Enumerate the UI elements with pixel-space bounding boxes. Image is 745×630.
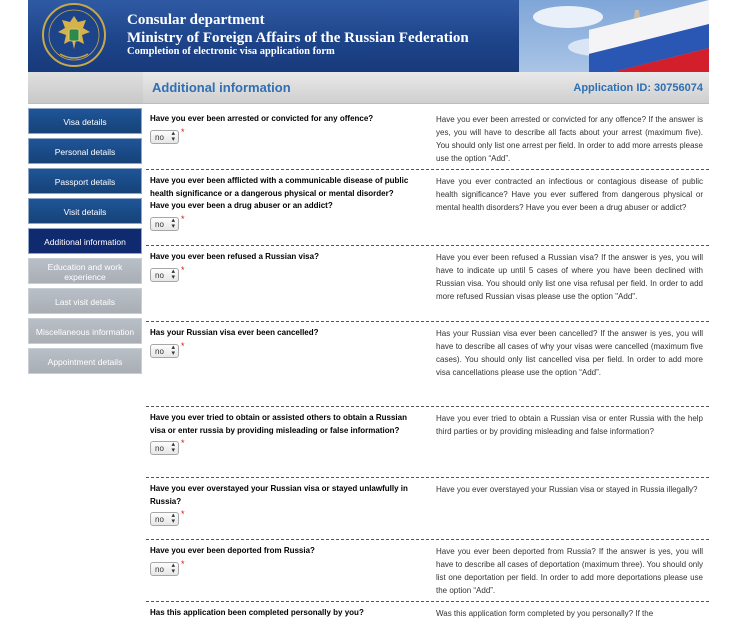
answer-select-value: no — [155, 132, 164, 142]
select-arrows-icon: ▴ ▾ — [171, 512, 175, 525]
select-arrows-icon: ▴ ▾ — [171, 343, 175, 357]
sidebar-item-personal-details[interactable]: Personal details — [28, 138, 142, 164]
question-label: Has this application been completed personally by you? — [150, 608, 364, 617]
sidebar-item-visit-details[interactable]: Visit details — [28, 198, 142, 224]
section-title-bar — [28, 72, 709, 104]
sidebar-item-additional-information[interactable]: Additional information — [28, 228, 142, 254]
question-description: Was this application form completed by you personally? If the — [436, 609, 654, 618]
question-row — [146, 602, 709, 630]
question-label: Have you ever tried to obtain or assisted others to obtain a Russian visa or enter russia by providing misleading or false information? — [150, 413, 407, 435]
question-label: Have you ever been deported from Russia? — [150, 546, 315, 555]
answer-select[interactable] — [150, 441, 179, 455]
select-arrows-icon: ▴ ▾ — [171, 561, 175, 575]
sidebar-item-miscellaneous-information: Miscellaneous information — [28, 318, 142, 344]
answer-select-value: no — [155, 444, 164, 453]
sidebar-nav — [28, 108, 142, 378]
question-label: Have you ever overstayed your Russian visa or stayed unlawfully in Russia? — [150, 484, 408, 506]
required-asterisk: * — [181, 126, 185, 137]
site-header — [28, 0, 709, 72]
header-form-subtitle: Completion of electronic visa application form — [127, 46, 335, 57]
answer-select[interactable] — [150, 512, 179, 526]
select-arrows-icon: ▴ ▾ — [171, 129, 175, 143]
question-row — [146, 108, 709, 170]
answer-select[interactable] — [150, 217, 179, 231]
question-description: Have you ever been refused a Russian visa? If the answer is yes, you will have to indicate up until 5 cases of where you have been declined with Russian visa. You should only list one visa refusal per field. In order to add more refused Russian visas please use the option "Add". — [436, 253, 703, 301]
answer-select[interactable] — [150, 268, 179, 282]
answer-select[interactable] — [150, 130, 179, 144]
required-asterisk: * — [181, 264, 185, 275]
question-description: Have you ever overstayed your Russian visa or stayed in Russia illegally? — [436, 485, 698, 494]
answer-select[interactable] — [150, 562, 179, 576]
question-description: Have you ever contracted an infectious or contagious disease of public health significance? Have you ever suffered from dangerous physical or mental health disorders? Have you ever been a drug abuser or addict? — [436, 177, 703, 212]
question-description: Has your Russian visa ever been cancelled? If the answer is yes, you will have to describe all cases of why your visas were cancelled (maximum five cases). You should only list cancelled visa per field. In order to add more visa cancellations please use the option “Add”. — [436, 329, 703, 377]
required-asterisk: * — [181, 558, 185, 569]
answer-select-value: no — [155, 219, 164, 229]
select-arrows-icon: ▴ ▾ — [171, 216, 175, 230]
answer-select-value: no — [155, 515, 164, 524]
answer-select-value: no — [155, 564, 164, 574]
answer-select-value: no — [155, 270, 164, 280]
sidebar-item-last-visit-details: Last visit details — [28, 288, 142, 314]
section-bar-left-strip — [28, 72, 143, 103]
section-title: Additional information — [152, 80, 291, 95]
question-label: Have you ever been afflicted with a communicable disease of public health significance or a dangerous physical or mental disorder? Have you ever been a drug abuser or an addict? — [150, 176, 409, 210]
answer-select-value: no — [155, 346, 164, 356]
sidebar-item-appointment-details: Appointment details — [28, 348, 142, 374]
question-row — [146, 540, 709, 602]
question-row — [146, 407, 709, 478]
required-asterisk: * — [181, 340, 185, 351]
question-label: Have you ever been arrested or convicted for any offence? — [150, 114, 374, 123]
question-description: Have you ever been deported from Russia? If the answer is yes, you will have to describe all cases of deportation (maximum three). You should only list one deportation per field. In order to add more deportations please use the option “Add”. — [436, 547, 703, 595]
sidebar-item-passport-details[interactable]: Passport details — [28, 168, 142, 194]
required-asterisk: * — [181, 509, 185, 519]
ministry-emblem-icon — [36, 2, 112, 68]
question-row — [146, 246, 709, 322]
required-asterisk: * — [181, 213, 185, 224]
header-department-title: Consular department — [127, 12, 265, 28]
questions-form — [146, 108, 709, 630]
header-ministry-title: Ministry of Foreign Affairs of the Russian Federation — [127, 30, 469, 46]
cloud-decoration — [533, 6, 603, 28]
question-row — [146, 478, 709, 540]
select-arrows-icon: ▴ ▾ — [171, 267, 175, 281]
question-label: Has your Russian visa ever been cancelled? — [150, 328, 319, 337]
required-asterisk: * — [181, 438, 185, 448]
answer-select[interactable] — [150, 344, 179, 358]
question-row — [146, 322, 709, 407]
question-description: Have you ever been arrested or convicted for any offence? If the answer is yes, you will have to describe all facts about your arrest (maximum five). You should only list one arrest per field. In order to add more arrests please use the option “Add”. — [436, 115, 703, 163]
question-label: Have you ever been refused a Russian visa? — [150, 252, 319, 261]
sidebar-item-visa-details[interactable]: Visa details — [28, 108, 142, 134]
question-row — [146, 170, 709, 246]
select-arrows-icon: ▴ ▾ — [171, 441, 175, 454]
sidebar-item-education-work: Education and work experience — [28, 258, 142, 284]
question-description: Have you ever tried to obtain a Russian visa or enter Russia with the help third parties or by providing misleading and false information? — [436, 414, 703, 436]
application-id: Application ID: 30756074 — [573, 82, 703, 94]
